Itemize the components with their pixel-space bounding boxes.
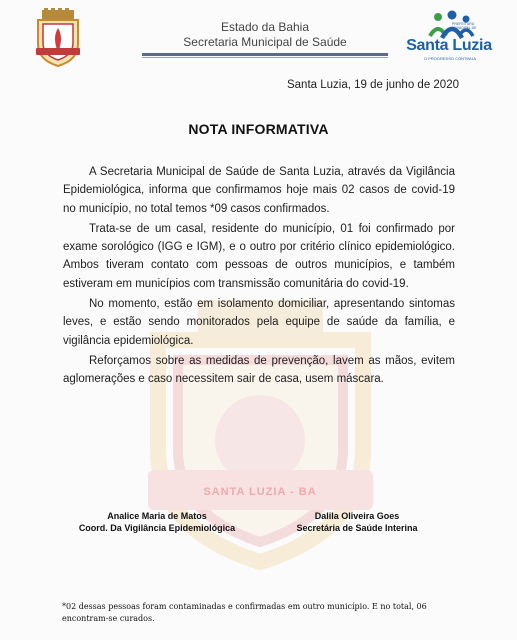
signature-name: Analice Maria de Matos xyxy=(107,511,207,521)
department-name: Secretaria Municipal de Saúde xyxy=(183,35,347,49)
logo-sub-caption: O PROGRESSO CONTINUA xyxy=(423,56,476,61)
body-paragraph: No momento, estão em isolamento domiciliar, apresentando sintomas leves, e estão sendo monitorados pela equipe de saúde da família, e vigilância epidemiológica. xyxy=(63,298,455,347)
logo-top-caption: PREFEITURA MUNICIPAL DE xyxy=(452,22,477,30)
municipal-crest-icon xyxy=(34,8,82,68)
logo-city-name: Santa Luzia xyxy=(406,37,492,54)
state-name: Estado da Bahia xyxy=(220,20,310,34)
header-divider-thin xyxy=(142,57,388,58)
body-paragraph: Trata-se de um casal, residente do município, 01 foi confirmado por exame sorológico (IGG e IGM), e o outro por critério clínico epidemiológico. Ambos tiveram contato com pessoas de outros municípios, e também estiveram em municípios com transmissão comunitária do covid-19. xyxy=(63,222,455,290)
watermark-text: SANTA LUZIA - BA xyxy=(203,486,317,498)
header-divider xyxy=(142,53,388,56)
body-paragraph: A Secretaria Municipal de Saúde de Santa Luzia, através da Vigilância Epidemiológica, informa que confirmamos hoje mais 02 casos de covid-19 no município, no total temos *09 casos confirmados. xyxy=(63,166,455,215)
document-body xyxy=(63,163,455,391)
body-paragraph: Reforçamos sobre as medidas de prevenção, lavem as mãos, evitem aglomerações e caso necessitem sair de casa, usem máscara. xyxy=(63,354,455,386)
document-date: Santa Luzia, 19 de junho de 2020 xyxy=(286,79,459,91)
signature-role: Secretária de Saúde Interina xyxy=(296,523,418,533)
signature-coordinator xyxy=(62,510,252,534)
footnote: *02 dessas pessoas foram contaminadas e confirmadas em outro município. E no total, 06 encontram-se curados. xyxy=(62,602,427,623)
header-title-block xyxy=(140,20,390,50)
signature-name: Dalila Oliveira Goes xyxy=(314,511,400,521)
signature-role: Coord. Da Vigilância Epidemiológica xyxy=(78,523,236,533)
signature-secretary xyxy=(272,510,442,534)
document-title: NOTA INFORMATIVA xyxy=(188,121,329,137)
